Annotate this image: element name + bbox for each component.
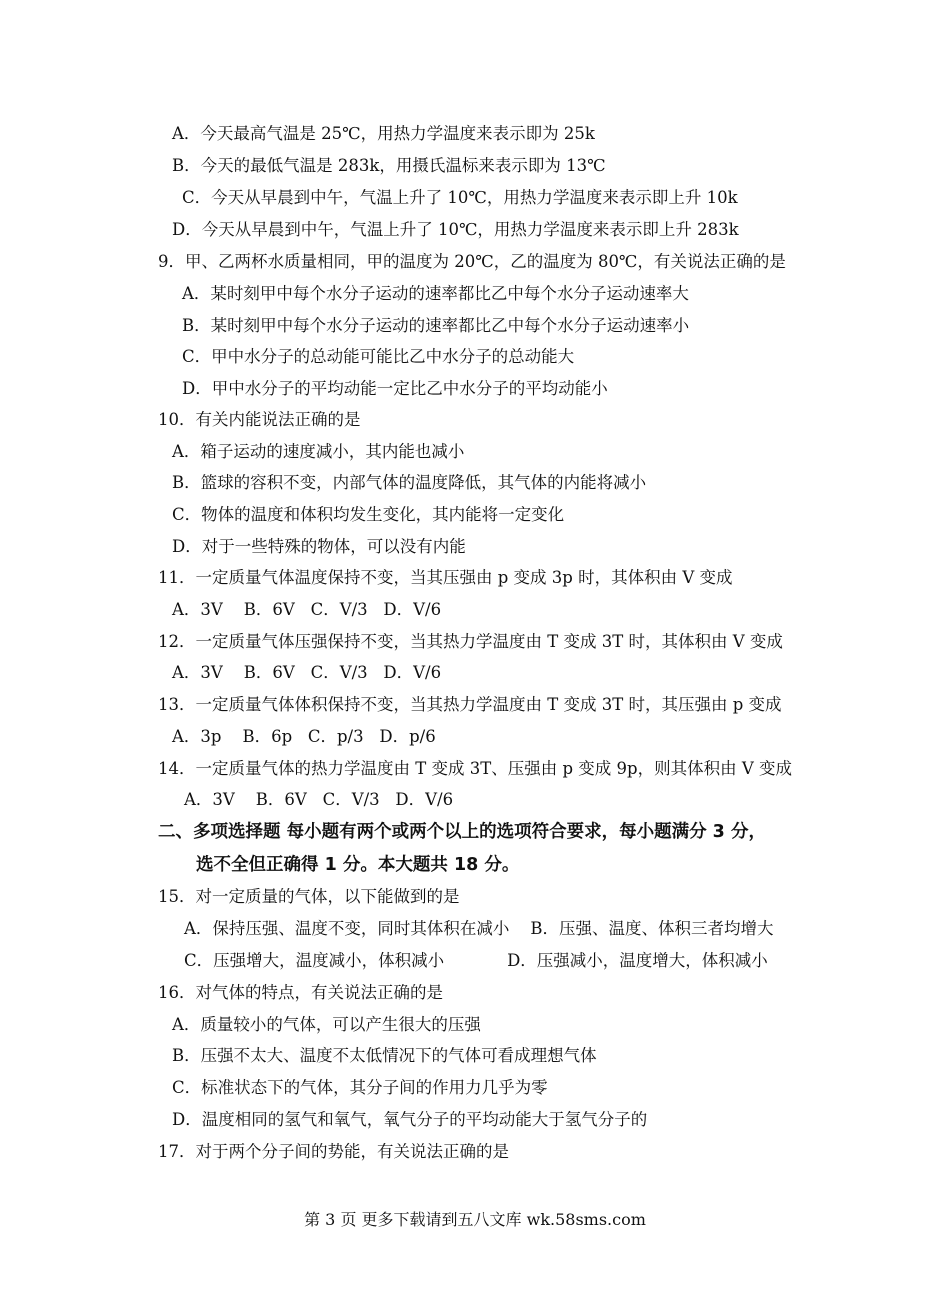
q9-option-a: A．某时刻甲中每个水分子运动的速率都比乙中每个水分子运动速率大 bbox=[182, 284, 689, 303]
q16-option-a: A．质量较小的气体，可以产生很大的压强 bbox=[172, 1015, 481, 1034]
q16-option-d: D．温度相同的氢气和氧气，氧气分子的平均动能大于氢气分子的 bbox=[172, 1110, 648, 1129]
q13-stem: 13．一定质量气体体积保持不变，当其热力学温度由 T 变成 3T 时，其压强由 p 变成 bbox=[158, 695, 782, 714]
q15-options-ab: A．保持压强、温度不变，同时其体积在减小 B．压强、温度、体积三者均增大 bbox=[184, 919, 774, 938]
q12-stem: 12．一定质量气体压强保持不变，当其热力学温度由 T 变成 3T 时，其体积由 V 变成 bbox=[158, 632, 783, 651]
q16-stem: 16．对气体的特点，有关说法正确的是 bbox=[158, 983, 443, 1002]
q14-stem: 14．一定质量气体的热力学温度由 T 变成 3T、压强由 p 变成 9p，则其体积由 V 变成 bbox=[158, 759, 793, 778]
q16-option-b: B．压强不太大、温度不太低情况下的气体可看成理想气体 bbox=[172, 1046, 597, 1065]
q15-stem: 15．对一定质量的气体，以下能做到的是 bbox=[158, 887, 460, 906]
q9-option-c: C．甲中水分子的总动能可能比乙中水分子的总动能大 bbox=[182, 347, 575, 366]
q8-option-d: D．今天从早晨到中午，气温上升了 10℃，用热力学温度来表示即上升 283k bbox=[172, 220, 739, 239]
q8-option-b: B．今天的最低气温是 283k，用摄氏温标来表示即为 13℃ bbox=[172, 156, 606, 175]
q11-stem: 11．一定质量气体温度保持不变，当其压强由 p 变成 3p 时，其体积由 V 变成 bbox=[158, 568, 733, 587]
q17-stem: 17．对于两个分子间的势能，有关说法正确的是 bbox=[158, 1142, 509, 1161]
q9-option-d: D．甲中水分子的平均动能一定比乙中水分子的平均动能小 bbox=[182, 379, 608, 398]
q12-options: A．3V B．6V C．V/3 D．V/6 bbox=[172, 663, 442, 682]
q9-option-b: B．某时刻甲中每个水分子运动的速率都比乙中每个水分子运动速率小 bbox=[182, 316, 690, 335]
section-heading-line1: 二、多项选择题 每小题有两个或两个以上的选项符合要求，每小题满分 3 分， bbox=[158, 822, 766, 842]
q13-options: A．3p B．6p C．p/3 D．p/6 bbox=[172, 727, 436, 746]
q10-option-b: B．篮球的容积不变，内部气体的温度降低，其气体的内能将减小 bbox=[172, 473, 647, 492]
q10-option-d: D．对于一些特殊的物体，可以没有内能 bbox=[172, 537, 466, 556]
q8-option-a: A．今天最高气温是 25℃，用热力学温度来表示即为 25k bbox=[172, 124, 595, 143]
q15-options-cd: C．压强增大，温度减小，体积减小 D．压强减小，温度增大，体积减小 bbox=[184, 951, 768, 970]
q10-option-a: A．箱子运动的速度减小，其内能也减小 bbox=[172, 442, 465, 461]
q16-option-c: C．标准状态下的气体，其分子间的作用力几乎为零 bbox=[172, 1078, 548, 1097]
q8-option-c: C．今天从早晨到中午，气温上升了 10℃，用热力学温度来表示即上升 10k bbox=[182, 188, 738, 207]
q11-options: A．3V B．6V C．V/3 D．V/6 bbox=[172, 600, 442, 619]
q10-option-c: C．物体的温度和体积均发生变化，其内能将一定变化 bbox=[172, 505, 565, 524]
q9-stem: 9．甲、乙两杯水质量相同，甲的温度为 20℃，乙的温度为 80℃，有关说法正确的是 bbox=[158, 252, 786, 271]
q10-stem: 10．有关内能说法正确的是 bbox=[158, 410, 361, 429]
page-footer: 第 3 页 更多下载请到五八文库 wk.58sms.com bbox=[304, 1210, 646, 1229]
section-heading-line2: 选不全但正确得 1 分。本大题共 18 分。 bbox=[196, 855, 520, 875]
q14-options: A．3V B．6V C．V/3 D．V/6 bbox=[184, 790, 454, 809]
